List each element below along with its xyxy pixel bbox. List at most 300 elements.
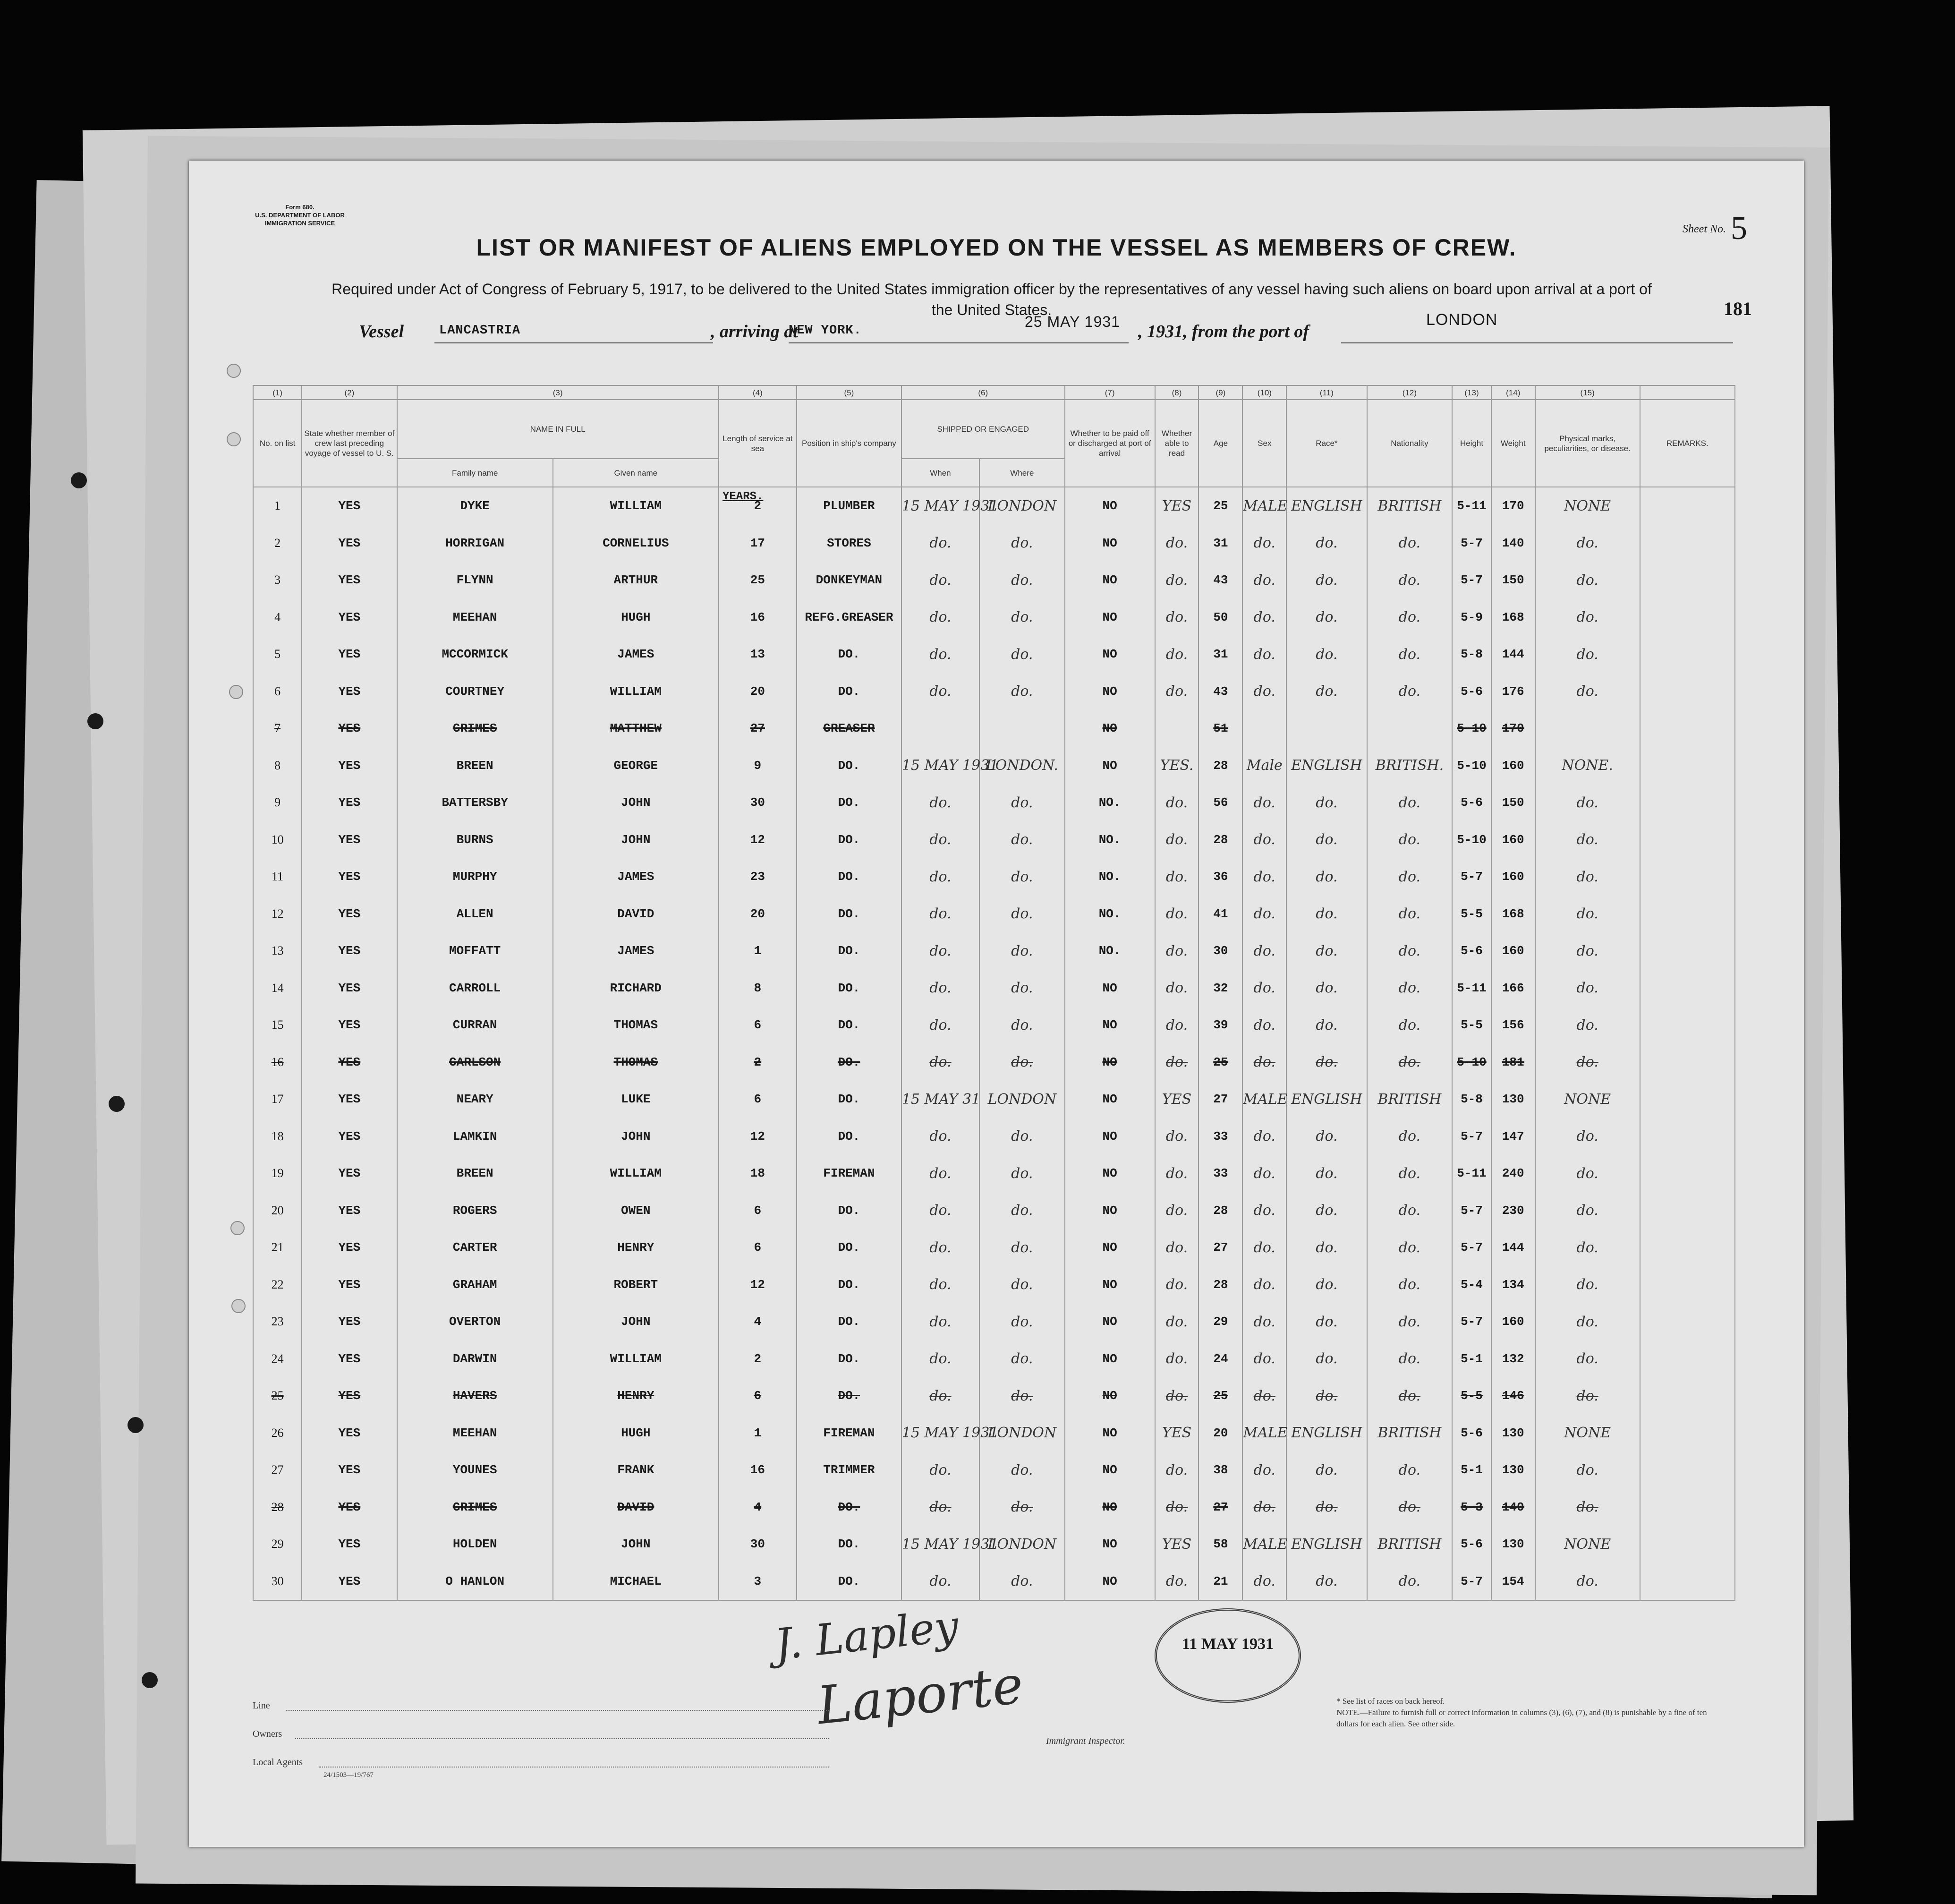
cell-height: 5-6 bbox=[1452, 1526, 1491, 1563]
cell-height: 5-7 bbox=[1452, 525, 1491, 562]
cell-nationality: do. bbox=[1367, 784, 1453, 821]
cell-member-prev: YES bbox=[302, 1489, 397, 1526]
cell-age: 30 bbox=[1198, 932, 1242, 970]
cell-paid-off: NO bbox=[1065, 1415, 1155, 1452]
cell-position: DO. bbox=[797, 1489, 901, 1526]
cell-able-to-read: do. bbox=[1155, 1340, 1199, 1378]
cell-race: do. bbox=[1286, 1007, 1367, 1044]
cell-shipped-where: do. bbox=[979, 1563, 1065, 1601]
cell-shipped-where: do. bbox=[979, 599, 1065, 636]
cell-row-number: 7 bbox=[253, 710, 302, 747]
cell-row-number: 2 bbox=[253, 525, 302, 562]
cell-shipped-where: do. bbox=[979, 673, 1065, 710]
cell-shipped-when: do. bbox=[901, 970, 979, 1007]
cell-shipped-when: do. bbox=[901, 1229, 979, 1266]
cell-height: 5-5 bbox=[1452, 896, 1491, 933]
cell-position: DO. bbox=[797, 1303, 901, 1340]
cell-height: 5-7 bbox=[1452, 1192, 1491, 1229]
cell-remarks bbox=[1640, 896, 1735, 933]
cell-age: 27 bbox=[1198, 1489, 1242, 1526]
cell-able-to-read: do. bbox=[1155, 970, 1199, 1007]
cell-weight: 181 bbox=[1491, 1044, 1535, 1081]
table-row bbox=[253, 1303, 1735, 1340]
cell-remarks bbox=[1640, 1563, 1735, 1601]
cell-race: do. bbox=[1286, 1044, 1367, 1081]
cell-given-name: DAVID bbox=[553, 1489, 719, 1526]
cell-given-name: CORNELIUS bbox=[553, 525, 719, 562]
footnote-penalty: NOTE.—Failure to furnish full or correct information in columns (3), (6), (7), and (8) is punishable by a fine of ten dollars for each alien. See other side. bbox=[1336, 1708, 1707, 1728]
cell-position: DO. bbox=[797, 1229, 901, 1266]
cell-shipped-where: do. bbox=[979, 1303, 1065, 1340]
cell-physical-marks: do. bbox=[1535, 896, 1640, 933]
cell-family-name: MEEHAN bbox=[397, 1415, 553, 1452]
cell-height: 5-3 bbox=[1452, 1489, 1491, 1526]
cell-paid-off: NO bbox=[1065, 1118, 1155, 1155]
cell-shipped-when: 15 MAY 1931 bbox=[901, 747, 979, 785]
stamp-date: 11 MAY 1931 bbox=[1182, 1635, 1274, 1653]
cell-given-name: JAMES bbox=[553, 932, 719, 970]
cell-height: 5-7 bbox=[1452, 1563, 1491, 1601]
cell-nationality: do. bbox=[1367, 1451, 1453, 1489]
cell-row-number: 24 bbox=[253, 1340, 302, 1378]
cell-race bbox=[1286, 710, 1367, 747]
cell-family-name: COURTNEY bbox=[397, 673, 553, 710]
cell-member-prev: YES bbox=[302, 1229, 397, 1266]
cell-service-years: 20 bbox=[719, 673, 797, 710]
cell-remarks bbox=[1640, 1155, 1735, 1192]
cell-service-years: 23 bbox=[719, 858, 797, 896]
cell-nationality: do. bbox=[1367, 673, 1453, 710]
cell-member-prev: YES bbox=[302, 636, 397, 673]
cell-age: 41 bbox=[1198, 896, 1242, 933]
header-name-in-full: NAME IN FULL bbox=[397, 400, 719, 459]
cell-row-number: 22 bbox=[253, 1266, 302, 1304]
cell-position: DO. bbox=[797, 932, 901, 970]
cell-sex: do. bbox=[1242, 1118, 1286, 1155]
cell-position: DO. bbox=[797, 1563, 901, 1601]
cell-member-prev: YES bbox=[302, 1118, 397, 1155]
cell-nationality: do. bbox=[1367, 636, 1453, 673]
col-num-6: (6) bbox=[901, 385, 1065, 400]
cell-shipped-where: do. bbox=[979, 932, 1065, 970]
cell-row-number: 17 bbox=[253, 1081, 302, 1118]
cell-family-name: YOUNES bbox=[397, 1451, 553, 1489]
local-agents-label: Local Agents bbox=[253, 1757, 303, 1767]
cell-remarks bbox=[1640, 525, 1735, 562]
cell-row-number: 1 bbox=[253, 487, 302, 525]
cell-nationality: BRITISH. bbox=[1367, 747, 1453, 785]
cell-service-years: 27 bbox=[719, 710, 797, 747]
cell-nationality: do. bbox=[1367, 599, 1453, 636]
cell-age: 28 bbox=[1198, 1266, 1242, 1304]
cell-sex: do. bbox=[1242, 636, 1286, 673]
cell-able-to-read: do. bbox=[1155, 1044, 1199, 1081]
line-rule bbox=[286, 1709, 829, 1711]
cell-shipped-when: do. bbox=[901, 1266, 979, 1304]
cell-sex: MALE bbox=[1242, 487, 1286, 525]
cell-race: do. bbox=[1286, 673, 1367, 710]
cell-height: 5-1 bbox=[1452, 1340, 1491, 1378]
cell-race: ENGLISH bbox=[1286, 1081, 1367, 1118]
cell-race: do. bbox=[1286, 1229, 1367, 1266]
cell-physical-marks: do. bbox=[1535, 562, 1640, 599]
inspector-initials-signature: J. Lapley bbox=[772, 1601, 961, 1670]
cell-member-prev: YES bbox=[302, 858, 397, 896]
cell-shipped-when: do. bbox=[901, 1563, 979, 1601]
cell-shipped-when bbox=[901, 710, 979, 747]
cell-physical-marks: do. bbox=[1535, 1451, 1640, 1489]
cell-nationality: do. bbox=[1367, 858, 1453, 896]
table-row bbox=[253, 1044, 1735, 1081]
cell-position: DO. bbox=[797, 636, 901, 673]
cell-weight: 160 bbox=[1491, 858, 1535, 896]
cell-remarks bbox=[1640, 1118, 1735, 1155]
cell-height: 5-4 bbox=[1452, 1266, 1491, 1304]
cell-weight: 168 bbox=[1491, 896, 1535, 933]
cell-nationality: do. bbox=[1367, 1229, 1453, 1266]
cell-position: DO. bbox=[797, 673, 901, 710]
header-race: Race* bbox=[1286, 400, 1367, 487]
cell-weight: 230 bbox=[1491, 1192, 1535, 1229]
cell-shipped-when: do. bbox=[901, 1044, 979, 1081]
cell-paid-off: NO bbox=[1065, 1192, 1155, 1229]
col-num-13: (13) bbox=[1452, 385, 1491, 400]
cell-shipped-where: do. bbox=[979, 821, 1065, 859]
cell-row-number: 27 bbox=[253, 1451, 302, 1489]
header-nationality: Nationality bbox=[1367, 400, 1453, 487]
cell-given-name: DAVID bbox=[553, 896, 719, 933]
cell-paid-off: NO bbox=[1065, 562, 1155, 599]
cell-service-years: 1 bbox=[719, 1415, 797, 1452]
cell-weight: 146 bbox=[1491, 1377, 1535, 1415]
cell-weight: 130 bbox=[1491, 1081, 1535, 1118]
cell-able-to-read: do. bbox=[1155, 858, 1199, 896]
cell-row-number: 19 bbox=[253, 1155, 302, 1192]
cell-race: do. bbox=[1286, 1377, 1367, 1415]
cell-nationality bbox=[1367, 710, 1453, 747]
cell-shipped-where: LONDON bbox=[979, 487, 1065, 525]
col-num-14: (14) bbox=[1491, 385, 1535, 400]
cell-row-number: 20 bbox=[253, 1192, 302, 1229]
cell-height: 5-7 bbox=[1452, 858, 1491, 896]
cell-able-to-read: do. bbox=[1155, 1451, 1199, 1489]
col-num-remarks bbox=[1640, 385, 1735, 400]
cell-paid-off: NO bbox=[1065, 1155, 1155, 1192]
cell-shipped-when: do. bbox=[901, 896, 979, 933]
cell-sex: do. bbox=[1242, 858, 1286, 896]
cell-remarks bbox=[1640, 636, 1735, 673]
cell-family-name: BURNS bbox=[397, 821, 553, 859]
cell-nationality: do. bbox=[1367, 932, 1453, 970]
cell-nationality: do. bbox=[1367, 1044, 1453, 1081]
cell-sex: do. bbox=[1242, 970, 1286, 1007]
cell-paid-off: NO. bbox=[1065, 896, 1155, 933]
years-label: YEARS. bbox=[722, 490, 764, 503]
punch-hole bbox=[227, 364, 241, 378]
cell-shipped-where: do. bbox=[979, 1007, 1065, 1044]
cell-able-to-read: YES bbox=[1155, 1415, 1199, 1452]
cell-weight: 160 bbox=[1491, 1303, 1535, 1340]
cell-weight: 147 bbox=[1491, 1118, 1535, 1155]
cell-sex: do. bbox=[1242, 1229, 1286, 1266]
cell-row-number: 6 bbox=[253, 673, 302, 710]
cell-remarks bbox=[1640, 1415, 1735, 1452]
cell-height: 5-10 bbox=[1452, 710, 1491, 747]
cell-age: 43 bbox=[1198, 673, 1242, 710]
cell-paid-off: NO bbox=[1065, 1044, 1155, 1081]
cell-family-name: DYKE bbox=[397, 487, 553, 525]
cell-age: 50 bbox=[1198, 599, 1242, 636]
cell-shipped-where: do. bbox=[979, 1192, 1065, 1229]
cell-height: 5-7 bbox=[1452, 1303, 1491, 1340]
cell-race: do. bbox=[1286, 784, 1367, 821]
cell-able-to-read: do. bbox=[1155, 1303, 1199, 1340]
table-row bbox=[253, 821, 1735, 859]
cell-service-years: 30 bbox=[719, 784, 797, 821]
cell-row-number: 15 bbox=[253, 1007, 302, 1044]
cell-position: DO. bbox=[797, 1081, 901, 1118]
cell-race: ENGLISH bbox=[1286, 1526, 1367, 1563]
cell-family-name: BREEN bbox=[397, 747, 553, 785]
cell-family-name: CARROLL bbox=[397, 970, 553, 1007]
cell-given-name: MATTHEW bbox=[553, 710, 719, 747]
cell-member-prev: YES bbox=[302, 1377, 397, 1415]
table-row bbox=[253, 636, 1735, 673]
cell-weight: 144 bbox=[1491, 636, 1535, 673]
cell-given-name: JOHN bbox=[553, 784, 719, 821]
cell-position: GREASER bbox=[797, 710, 901, 747]
cell-shipped-where: do. bbox=[979, 562, 1065, 599]
header-given-name: Given name bbox=[553, 459, 719, 487]
cell-position: DONKEYMAN bbox=[797, 562, 901, 599]
cell-physical-marks: NONE bbox=[1535, 1415, 1640, 1452]
cell-race: do. bbox=[1286, 599, 1367, 636]
cell-row-number: 13 bbox=[253, 932, 302, 970]
cell-paid-off: NO. bbox=[1065, 821, 1155, 859]
cell-height: 5-11 bbox=[1452, 487, 1491, 525]
cell-position: DO. bbox=[797, 896, 901, 933]
header-position: Position in ship's company bbox=[797, 400, 901, 487]
cell-sex: do. bbox=[1242, 896, 1286, 933]
cell-age: 28 bbox=[1198, 1192, 1242, 1229]
cell-remarks bbox=[1640, 599, 1735, 636]
cell-weight: 168 bbox=[1491, 599, 1535, 636]
cell-shipped-where: do. bbox=[979, 858, 1065, 896]
cell-shipped-where: do. bbox=[979, 525, 1065, 562]
cell-remarks bbox=[1640, 858, 1735, 896]
cell-shipped-where: do. bbox=[979, 970, 1065, 1007]
punch-hole bbox=[227, 432, 241, 446]
cell-given-name: WILLIAM bbox=[553, 1155, 719, 1192]
cell-physical-marks: NONE bbox=[1535, 1526, 1640, 1563]
cell-row-number: 23 bbox=[253, 1303, 302, 1340]
cell-nationality: do. bbox=[1367, 562, 1453, 599]
header-where: Where bbox=[979, 459, 1065, 487]
cell-able-to-read: do. bbox=[1155, 821, 1199, 859]
cell-able-to-read: do. bbox=[1155, 784, 1199, 821]
table-row bbox=[253, 1451, 1735, 1489]
cell-age: 24 bbox=[1198, 1340, 1242, 1378]
table-row bbox=[253, 970, 1735, 1007]
cell-shipped-where: do. bbox=[979, 1340, 1065, 1378]
cell-given-name: ARTHUR bbox=[553, 562, 719, 599]
cell-remarks bbox=[1640, 1192, 1735, 1229]
cell-age: 28 bbox=[1198, 747, 1242, 785]
cell-height: 5-10 bbox=[1452, 747, 1491, 785]
cell-height: 5-11 bbox=[1452, 970, 1491, 1007]
cell-age: 38 bbox=[1198, 1451, 1242, 1489]
header-remarks: REMARKS. bbox=[1640, 400, 1735, 487]
cell-height: 5-7 bbox=[1452, 1118, 1491, 1155]
cell-row-number: 4 bbox=[253, 599, 302, 636]
table-row bbox=[253, 1415, 1735, 1452]
cell-weight: 130 bbox=[1491, 1526, 1535, 1563]
cell-service-years: 20 bbox=[719, 896, 797, 933]
cell-physical-marks: do. bbox=[1535, 1044, 1640, 1081]
cell-height: 5-6 bbox=[1452, 932, 1491, 970]
cell-shipped-where: LONDON. bbox=[979, 747, 1065, 785]
table-row bbox=[253, 1526, 1735, 1563]
cell-able-to-read: do. bbox=[1155, 1118, 1199, 1155]
cell-age: 31 bbox=[1198, 525, 1242, 562]
cell-nationality: do. bbox=[1367, 896, 1453, 933]
table-row bbox=[253, 562, 1735, 599]
cell-remarks bbox=[1640, 1526, 1735, 1563]
cell-race: ENGLISH bbox=[1286, 487, 1367, 525]
cell-paid-off: NO bbox=[1065, 970, 1155, 1007]
cell-age: 51 bbox=[1198, 710, 1242, 747]
cell-position: DO. bbox=[797, 821, 901, 859]
cell-sex: do. bbox=[1242, 1377, 1286, 1415]
cell-paid-off: NO bbox=[1065, 525, 1155, 562]
header-when: When bbox=[901, 459, 979, 487]
cell-weight: 154 bbox=[1491, 1563, 1535, 1601]
cell-nationality: BRITISH bbox=[1367, 1526, 1453, 1563]
cell-service-years: 2 bbox=[719, 1340, 797, 1378]
col-num-10: (10) bbox=[1242, 385, 1286, 400]
cell-shipped-where: do. bbox=[979, 1266, 1065, 1304]
cell-age: 27 bbox=[1198, 1229, 1242, 1266]
cell-family-name: BREEN bbox=[397, 1155, 553, 1192]
cell-service-years: 13 bbox=[719, 636, 797, 673]
cell-able-to-read: do. bbox=[1155, 1155, 1199, 1192]
cell-weight: 134 bbox=[1491, 1266, 1535, 1304]
cell-service-years: 6 bbox=[719, 1081, 797, 1118]
print-code: 24/1503—19/767 bbox=[323, 1771, 374, 1779]
cell-member-prev: YES bbox=[302, 896, 397, 933]
cell-physical-marks: do. bbox=[1535, 1377, 1640, 1415]
punch-hole bbox=[71, 472, 87, 488]
cell-shipped-when: do. bbox=[901, 1340, 979, 1378]
header-paid-off: Whether to be paid off or discharged at port of arrival bbox=[1065, 400, 1155, 487]
cell-nationality: do. bbox=[1367, 1377, 1453, 1415]
cell-position: DO. bbox=[797, 1526, 901, 1563]
cell-row-number: 30 bbox=[253, 1563, 302, 1601]
line-label: Line bbox=[253, 1700, 270, 1711]
table-row bbox=[253, 487, 1735, 525]
cell-height: 5-5 bbox=[1452, 1377, 1491, 1415]
cell-family-name: HAVERS bbox=[397, 1377, 553, 1415]
cell-service-years: 25 bbox=[719, 562, 797, 599]
cell-paid-off: NO bbox=[1065, 1081, 1155, 1118]
cell-nationality: do. bbox=[1367, 1118, 1453, 1155]
cell-position: DO. bbox=[797, 1340, 901, 1378]
cell-weight: 160 bbox=[1491, 747, 1535, 785]
cell-able-to-read: do. bbox=[1155, 1489, 1199, 1526]
cell-row-number: 28 bbox=[253, 1489, 302, 1526]
footnote-races: * See list of races on back hereof. bbox=[1336, 1697, 1445, 1706]
cell-shipped-where: do. bbox=[979, 1489, 1065, 1526]
cell-member-prev: YES bbox=[302, 1451, 397, 1489]
cell-remarks bbox=[1640, 970, 1735, 1007]
cell-remarks bbox=[1640, 784, 1735, 821]
cell-height: 5-10 bbox=[1452, 1044, 1491, 1081]
cell-family-name: FLYNN bbox=[397, 562, 553, 599]
cell-physical-marks: do. bbox=[1535, 1303, 1640, 1340]
col-num-4: (4) bbox=[719, 385, 797, 400]
table-row bbox=[253, 525, 1735, 562]
cell-height: 5-8 bbox=[1452, 636, 1491, 673]
cell-weight: 130 bbox=[1491, 1451, 1535, 1489]
cell-height: 5-7 bbox=[1452, 562, 1491, 599]
table-row bbox=[253, 1192, 1735, 1229]
cell-member-prev: YES bbox=[302, 1155, 397, 1192]
cell-given-name: HUGH bbox=[553, 599, 719, 636]
cell-shipped-when: do. bbox=[901, 821, 979, 859]
col-num-15: (15) bbox=[1535, 385, 1640, 400]
cell-member-prev: YES bbox=[302, 747, 397, 785]
cell-family-name: OVERTON bbox=[397, 1303, 553, 1340]
cell-member-prev: YES bbox=[302, 1563, 397, 1601]
cell-able-to-read: do. bbox=[1155, 636, 1199, 673]
cell-position: DO. bbox=[797, 747, 901, 785]
table-row bbox=[253, 1081, 1735, 1118]
vessel-underline bbox=[434, 342, 713, 343]
cell-weight: 240 bbox=[1491, 1155, 1535, 1192]
cell-sex: do. bbox=[1242, 1155, 1286, 1192]
cell-family-name: DARWIN bbox=[397, 1340, 553, 1378]
cell-family-name: HORRIGAN bbox=[397, 525, 553, 562]
header-weight: Weight bbox=[1491, 400, 1535, 487]
cell-age: 29 bbox=[1198, 1303, 1242, 1340]
header-age: Age bbox=[1198, 400, 1242, 487]
cell-service-years: 2 bbox=[719, 1044, 797, 1081]
cell-remarks bbox=[1640, 487, 1735, 525]
cell-paid-off: NO bbox=[1065, 1377, 1155, 1415]
cell-age: 43 bbox=[1198, 562, 1242, 599]
table-row bbox=[253, 784, 1735, 821]
cell-given-name: JAMES bbox=[553, 858, 719, 896]
arriving-underline bbox=[789, 342, 1129, 343]
cell-nationality: do. bbox=[1367, 1155, 1453, 1192]
cell-weight: 166 bbox=[1491, 970, 1535, 1007]
cell-remarks bbox=[1640, 1007, 1735, 1044]
cell-able-to-read: do. bbox=[1155, 673, 1199, 710]
cell-shipped-when: 15 MAY 1931 bbox=[901, 1415, 979, 1452]
cell-nationality: do. bbox=[1367, 1303, 1453, 1340]
cell-given-name: JAMES bbox=[553, 636, 719, 673]
cell-family-name: GRIMES bbox=[397, 1489, 553, 1526]
cell-remarks bbox=[1640, 710, 1735, 747]
cell-race: do. bbox=[1286, 858, 1367, 896]
cell-sex: do. bbox=[1242, 562, 1286, 599]
table-row bbox=[253, 599, 1735, 636]
cell-height: 5-5 bbox=[1452, 1007, 1491, 1044]
cell-service-years: 4 bbox=[719, 1303, 797, 1340]
cell-family-name: MEEHAN bbox=[397, 599, 553, 636]
cell-member-prev: YES bbox=[302, 1007, 397, 1044]
cell-shipped-where: do. bbox=[979, 636, 1065, 673]
